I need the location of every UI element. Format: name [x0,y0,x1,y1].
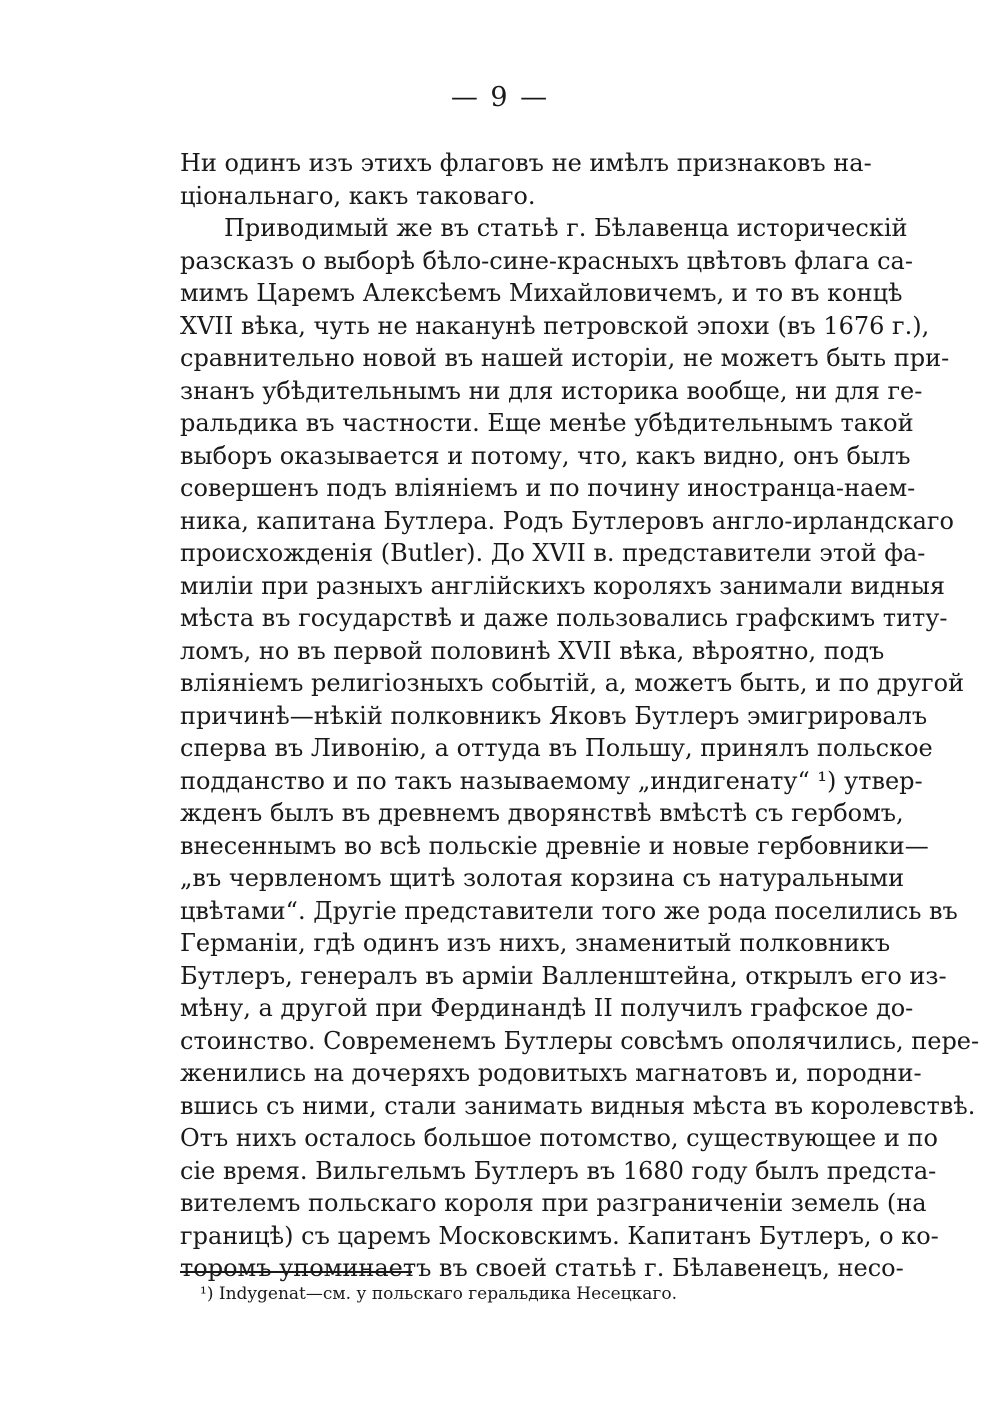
text-line: Отъ нихъ осталось большое потомство, существующее и по [180,1124,938,1152]
text-line: сіе время. Вильгельмъ Бутлеръ въ 1680 году былъ предста- [180,1156,937,1185]
text-line: совершенъ подъ вліяніемъ и по почину иностранца-наем- [180,474,916,502]
footnote-divider [180,1271,412,1273]
text-line: Бутлеръ, генералъ въ арміи Валленштейна, открылъ его из- [180,961,947,990]
text-line: сперва въ Ливонію, а оттуда въ Польшу, принялъ польское [180,734,933,762]
text-line: знанъ убѣдительнымъ ни для историка вообще, ни для ге- [180,376,923,405]
text-line: ральдика въ частности. Еще менѣе убѣдительнымъ такой [180,409,914,437]
text-line: ника, капитана Бутлера. Родъ Бутлеровъ англо-ирландскаго [180,506,954,535]
text-line: цвѣтами“. Другіе представители того же рода поселились въ [180,896,958,925]
text-line: вшись съ ними, стали занимать видныя мѣста въ королевствѣ. [180,1091,976,1120]
text-line: вителемъ польскаго короля при разграниченіи земель (на [180,1189,927,1217]
text-line: мимъ Царемъ Алексѣемъ Михайловичемъ, и то въ концѣ [180,279,903,307]
text-line: выборъ оказывается и потому, что, какъ видно, онъ былъ [180,441,911,470]
body-text [180,147,980,1285]
text-line: разсказъ о выборѣ бѣло-сине-красныхъ цвѣтовъ флага са- [180,246,913,275]
text-line: ціональнаго, какъ таковаго. [180,181,536,210]
text-line: торомъ упоминаетъ въ своей статьѣ г. Бѣлавенецъ, несо- [180,1254,904,1282]
text-line: миліи при разныхъ англійскихъ короляхъ занимали видныя [180,571,945,600]
text-line: ломъ, но въ первой половинѣ XVII вѣка, вѣроятно, подъ [180,636,885,665]
text-line: Ни одинъ изъ этихъ флаговъ не имѣлъ признаковъ на- [180,149,872,177]
text-line: „въ червленомъ щитѣ золотая корзина съ натуральными [180,864,905,892]
text-line: мѣста въ государствѣ и даже пользовались графскимъ титу- [180,604,948,632]
text-line: вліяніемъ религіозныхъ событій, а, можетъ быть, и по другой [180,669,965,697]
text-line: стоинство. Современемъ Бутлеры совсѣмъ ополячились, пере- [180,1026,980,1055]
text-line: XVII вѣка, чуть не наканунѣ петровской эпохи (въ 1676 г.), [180,311,930,340]
page-number: — 9 — [450,82,550,113]
text-line: границѣ) съ царемъ Московскимъ. Капитанъ Бутлеръ, о ко- [180,1221,939,1250]
text-line: жденъ былъ въ древнемъ дворянствѣ вмѣстѣ съ гербомъ, [180,799,904,827]
text-line: сравнительно новой въ нашей исторіи, не можетъ быть при- [180,344,950,372]
text-line: подданство и по такъ называемому „индигенату“ ¹) утвер- [180,766,923,795]
text-line: причинѣ—нѣкій полковникъ Яковъ Бутлеръ эмигрировалъ [180,701,928,730]
text-line: Приводимый же въ статьѣ г. Бѣлавенца историческій [224,214,908,242]
footnote: ¹) Indygenat—см. у польскаго геральдика Несецкаго. [200,1284,677,1304]
text-line: женились на дочеряхъ родовитыхъ магнатовъ и, породни- [180,1059,922,1087]
text-line: мѣну, а другой при Фердинандѣ II получилъ графское до- [180,994,914,1022]
text-line: Германіи, гдѣ одинъ изъ нихъ, знаменитый полковникъ [180,929,891,957]
text-line: происхожденія (Butler). До XVII в. представители этой фа- [180,539,926,567]
text-line: внесеннымъ во всѣ польскіе древніе и новые гербовники— [180,831,929,860]
